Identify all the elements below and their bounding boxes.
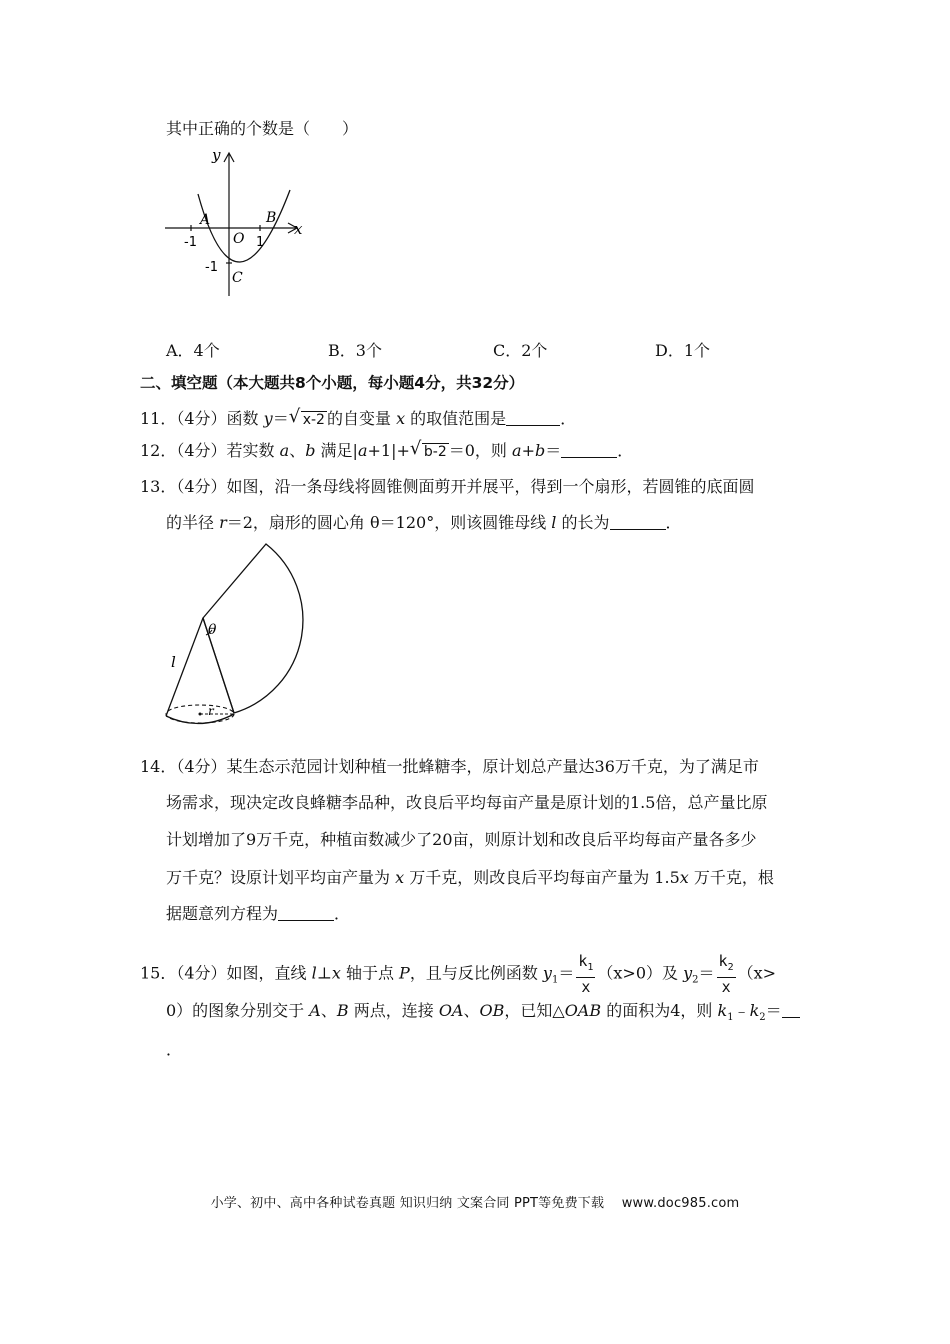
question-14-line-4: 万千克？设原计划平均亩产量为 x 万千克，则改良后平均每亩产量为 1.5x 万千克，根	[166, 868, 774, 887]
sqrt-expression: √ x-2	[288, 406, 325, 428]
question-13-line-2: 的半径 r＝2，扇形的圆心角 θ＝120°，则该圆锥母线 l 的长为 ．	[166, 513, 682, 532]
q10-option-a: A．4个	[166, 341, 220, 360]
question-15-line-1: 15．（4分）如图，直线 l⊥x 轴于点 P，且与反比例函数 $y_1=$ $\frac{k_1}{x}$ （x>0）及 $y_2=$ $\frac{k_2}{x}$ （x>	[140, 952, 777, 996]
section-2-title: 二、填空题（本大题共8个小题，每小题4分，共32分）	[140, 374, 525, 392]
question-11: 11．（4分）函数 y＝ √ x-2 的自变量 x 的取值范围是 ．	[140, 406, 577, 428]
point-b-label: B	[266, 210, 277, 226]
question-15-line-2: 0）的图象分别交于 A、B 两点，连接 OA、OB，已知△OAB 的面积为4，则 $k_1﹣k_2=$	[166, 1001, 800, 1028]
origin-label: O	[233, 231, 245, 247]
q10-prompt: 其中正确的个数是（ ）	[166, 119, 359, 138]
answer-blank-15	[782, 1002, 800, 1018]
cone-sector-figure	[160, 538, 320, 730]
question-14-line-1: 14．（4分）某生态示范园计划种植一批蜂糖李，原计划总产量达36万千克，为了满足市	[140, 757, 759, 776]
parabola-figure	[160, 142, 310, 302]
theta-label: θ	[208, 622, 217, 638]
answer-blank-13	[610, 514, 666, 530]
tick-neg1-y: -1	[205, 260, 218, 275]
y-axis-label: y	[212, 146, 221, 164]
q10-option-c: C．2个	[493, 341, 548, 360]
answer-blank-11	[506, 410, 560, 426]
answer-blank-12	[561, 442, 617, 458]
tick-neg1-x: -1	[184, 235, 197, 250]
point-a-label: A	[200, 212, 211, 228]
fraction-k2-over-x: $\frac{k_2}{x}$	[718, 952, 734, 996]
x-axis-label: x	[294, 220, 303, 238]
slant-l-label: l	[171, 653, 176, 671]
question-14-line-2: 场需求，现决定改良蜂糖李品种，改良后平均每亩产量是原计划的1.5倍，总产量比原	[166, 793, 768, 812]
q10-option-b: B．3个	[328, 341, 382, 360]
point-c-label: C	[232, 270, 243, 286]
answer-blank-14	[278, 905, 334, 921]
page-footer: 小学、初中、高中各种试卷真题 知识归纳 文案合同 PPT等免费下载 www.doc985.com	[210, 1196, 740, 1211]
question-12: 12．（4分）若实数 a、b 满足|a+1|+ √ b-2 ＝0，则 a+b＝ ．	[140, 438, 634, 460]
question-13-line-1: 13．（4分）如图，沿一条母线将圆锥侧面剪开并展平，得到一个扇形，若圆锥的底面圆	[140, 477, 755, 496]
tick-1-x: 1	[256, 235, 265, 250]
sqrt-expression: √ b-2	[409, 438, 447, 460]
question-15-line-3: ．	[166, 1040, 183, 1059]
q10-option-d: D．1个	[655, 341, 711, 360]
fraction-k1-over-x: $\frac{k_1}{x}$	[578, 952, 594, 996]
question-14-line-3: 计划增加了9万千克，种植亩数减少了20亩，则原计划和改良后平均每亩产量各多少	[166, 830, 757, 849]
question-14-line-5: 据题意列方程为 ．	[166, 904, 351, 923]
radius-r-label: r	[208, 704, 214, 718]
